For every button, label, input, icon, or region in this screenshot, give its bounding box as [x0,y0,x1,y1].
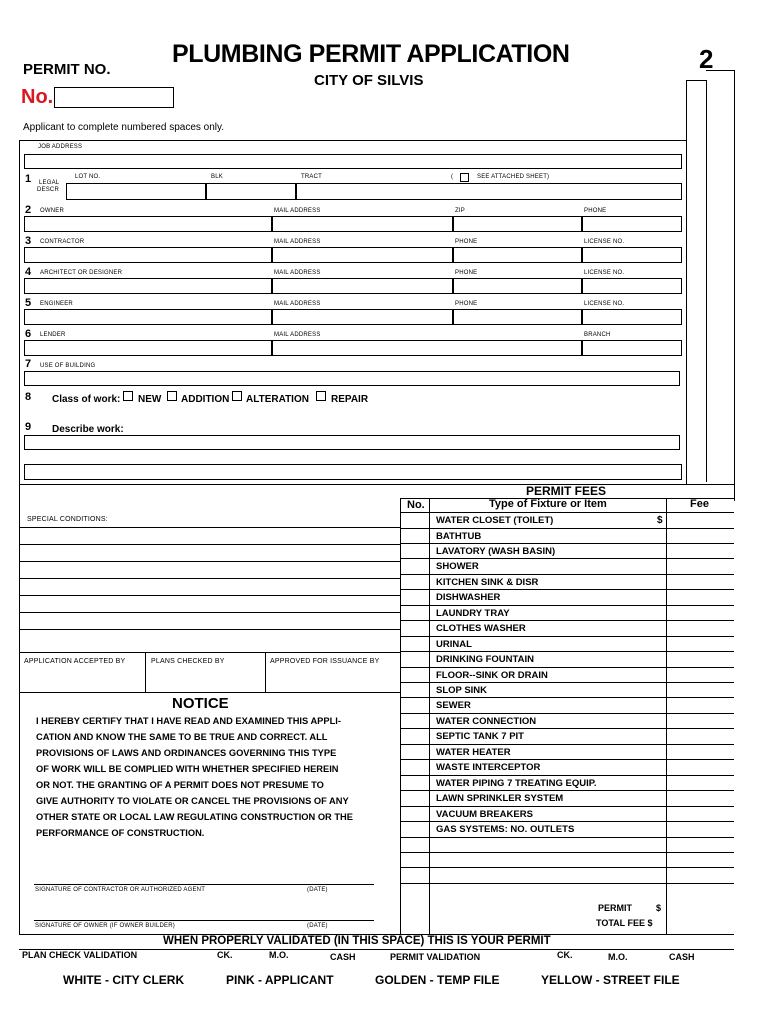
fee-row-divider [400,682,734,683]
permit-no-label: PERMIT NO. [23,61,111,78]
city-name: CITY OF SILVIS [314,72,424,89]
owner-mail-input[interactable] [272,216,453,232]
notice-line-3: PROVISIONS OF LAWS AND ORDINANCES GOVERNING THIS TYPE [36,748,337,758]
sig-contractor-label: SIGNATURE OF CONTRACTOR OR AUTHORIZED AGENT [35,887,206,893]
plan-check-mo: M.O. [269,950,289,960]
new-checkbox[interactable] [123,391,133,401]
copy-yellow: YELLOW - STREET FILE [541,973,680,987]
notice-title: NOTICE [172,695,229,712]
see-attached-checkbox[interactable] [460,173,469,182]
fee-item-label: CLOTHES WASHER [436,623,526,635]
engineer-phone-label: PHONE [455,301,478,307]
notice-line-1: I HEREBY CERTIFY THAT I HAVE READ AND EXAMINED THIS APPLI- [36,716,341,726]
fee-row-divider [400,605,734,606]
fee-row-divider [400,697,734,698]
fee-item-label: WATER PIPING 7 TREATING EQUIP. [436,777,597,789]
special-conditions-label: SPECIAL CONDITIONS: [27,516,108,523]
fee-item-label: SEWER [436,700,471,712]
permit-number-field[interactable] [54,87,174,108]
fees-col-type: Type of Fixture or Item [489,498,607,510]
contractor-signature-line [34,884,374,885]
fee-item-label: SLOP SINK [436,685,488,696]
paren-label: ( [451,174,454,180]
sig-owner-date-label: (DATE) [307,923,328,929]
fee-row-divider [400,837,734,838]
fee-row-divider [400,667,734,668]
field-number-8: 8 [25,391,32,403]
addition-checkbox[interactable] [167,391,177,401]
fee-row-divider [400,806,734,807]
plan-check-ck: CK. [217,950,233,960]
contractor-license-label: LICENSE NO. [584,239,625,245]
notice-line-6: GIVE AUTHORITY TO VIOLATE OR CANCEL THE PROVISIONS OF ANY [36,796,349,806]
copy-white: WHITE - CITY CLERK [63,973,185,987]
no-label: No. [21,86,54,108]
plan-check-validation: PLAN CHECK VALIDATION [22,950,138,960]
fee-row-divider [400,790,734,791]
permit-fee-label: PERMIT [598,903,633,913]
fee-row-divider [400,651,734,652]
new-label: NEW [138,394,162,405]
fee-item-label: WATER CONNECTION [436,715,537,727]
lot-no-label: LOT NO. [75,174,101,180]
fee-item-label: LAWN SPRINKLER SYSTEM [436,793,564,805]
fee-item-label: GAS SYSTEMS: NO. OUTLETS [436,824,575,835]
fee-row-divider [400,636,734,637]
fee-row-divider [400,728,734,729]
field-number-5: 5 [25,297,32,309]
owner-signature-line [34,920,374,921]
fee-row-divider [400,558,734,559]
job-address-input[interactable] [24,154,682,169]
copy-golden: GOLDEN - TEMP FILE [375,973,500,987]
notice-line-8: PERFORMANCE OF CONSTRUCTION. [36,828,205,838]
engineer-license-label: LICENSE NO. [584,301,625,307]
lender-mail-label: MAIL ADDRESS [274,332,321,338]
architect-phone-label: PHONE [455,270,478,276]
field-number-9: 9 [25,421,32,433]
accepted-by-label: APPLICATION ACCEPTED BY [24,658,126,665]
architect-license-label: LICENSE NO. [584,270,625,276]
notice-line-5: OR NOT. THE GRANTING OF A PERMIT DOES NOT PRESUME TO [36,780,324,790]
permit-ck: CK. [557,950,573,960]
plan-check-cash: CASH [330,952,356,962]
fee-row-divider [400,528,734,529]
fee-row-divider [400,574,734,575]
architect-mail-label: MAIL ADDRESS [274,270,321,276]
describe-work-label: Describe work: [52,424,124,435]
see-attached-label: SEE ATTACHED SHEET) [477,174,550,180]
fee-row-divider [400,852,734,853]
engineer-mail-label: MAIL ADDRESS [274,301,321,307]
fee-item-label: BATHTUB [436,530,482,542]
descr-label: DESCR [37,187,60,193]
field-number-4: 4 [25,266,32,278]
use-of-building-label: USE OF BUILDING [40,363,96,369]
repair-checkbox[interactable] [316,391,326,401]
copy-pink: PINK - APPLICANT [226,973,334,987]
fee-dollar-sign: $ [657,515,663,526]
fee-row-divider [400,543,734,544]
page-title: PLUMBING PERMIT APPLICATION [172,40,570,68]
job-address-label: JOB ADDRESS [38,144,83,150]
fee-item-label: DISHWASHER [436,592,501,604]
contractor-label: CONTRACTOR [40,239,85,245]
contractor-mail-label: MAIL ADDRESS [274,239,321,245]
lender-branch-input[interactable] [582,340,682,356]
owner-input[interactable] [24,216,272,232]
class-of-work-label: Class of work: [52,394,121,405]
lot-no-input[interactable] [66,183,206,200]
architect-input[interactable] [24,278,272,294]
contractor-input[interactable] [24,247,272,263]
contractor-phone-input[interactable] [453,247,582,263]
describe-work-input-1[interactable] [24,435,680,450]
engineer-mail-input[interactable] [272,309,453,325]
field-number-1: 1 [25,173,32,185]
instructions: Applicant to complete numbered spaces only. [23,122,225,133]
field-number-3: 3 [25,235,32,247]
fee-row-divider [400,883,734,884]
engineer-label: ENGINEER [40,301,73,307]
owner-zip-label: ZIP [455,208,465,214]
permit-fee-dollar: $ [656,903,662,913]
owner-zip-input[interactable] [453,216,582,232]
describe-work-input-2[interactable] [24,464,682,480]
fee-item-label: SEPTIC TANK 7 PIT [436,731,524,743]
plans-checked-label: PLANS CHECKED BY [151,658,225,665]
fee-item-label: VACUUM BREAKERS [436,808,533,820]
notice-line-7: OTHER STATE OR LOCAL LAW REGULATING CONSTRUCTION OR THE [36,812,353,822]
total-fee-label: TOTAL FEE $ [596,918,653,928]
fee-item-label: URINAL [436,638,472,650]
contractor-mail-input[interactable] [272,247,453,263]
field-number-7: 7 [25,358,32,370]
lender-mail-input[interactable] [272,340,582,356]
tract-label: TRACT [301,174,322,180]
approved-by-label: APPROVED FOR ISSUANCE BY [270,658,380,665]
addition-label: ADDITION [181,394,230,405]
engineer-license-input[interactable] [582,309,682,325]
engineer-phone-input[interactable] [453,309,582,325]
notice-line-2: CATION AND KNOW THE SAME TO BE TRUE AND CORRECT. ALL [36,732,328,742]
fee-item-label: WATER HEATER [436,746,511,758]
fee-row-divider [400,867,734,868]
fee-row-divider [400,620,734,621]
lender-label: LENDER [40,332,66,338]
owner-phone-label: PHONE [584,208,607,214]
fee-row-divider [400,713,734,714]
permit-fees-title: PERMIT FEES [526,484,607,498]
use-of-building-input[interactable] [24,371,680,386]
architect-label: ARCHITECT OR DESIGNER [40,270,123,276]
repair-label: REPAIR [331,394,369,405]
copy-number: 2 [699,44,714,74]
contractor-phone-label: PHONE [455,239,478,245]
owner-label: OWNER [40,208,64,214]
fee-item-label: SHOWER [436,561,479,573]
permit-cash: CASH [669,952,695,962]
blk-label: BLK [211,174,223,180]
fees-col-no: No. [407,499,425,511]
fee-row-divider [400,821,734,822]
architect-phone-input[interactable] [453,278,582,294]
validation-banner: WHEN PROPERLY VALIDATED (IN THIS SPACE) THIS IS YOUR PERMIT [163,935,551,947]
fee-item-label: LAVATORY (WASH BASIN) [436,545,556,557]
fee-item-label: WASTE INTERCEPTOR [436,762,541,774]
field-number-2: 2 [25,204,32,216]
blk-input[interactable] [206,183,296,200]
fee-row-divider [400,775,734,776]
architect-license-input[interactable] [582,278,682,294]
lender-branch-label: BRANCH [584,332,611,338]
permit-mo: M.O. [608,952,628,962]
fee-item-label: WATER CLOSET (TOILET) [436,515,554,526]
notice-text [36,713,353,841]
fee-row-divider [400,744,734,745]
lender-input[interactable] [24,340,272,356]
fees-col-fee: Fee [690,498,709,510]
sig-owner-label: SIGNATURE OF OWNER (IF OWNER BUILDER) [35,923,175,929]
contractor-license-input[interactable] [582,247,682,263]
fee-row-divider [400,759,734,760]
alteration-label: ALTERATION [246,394,309,405]
alteration-checkbox[interactable] [232,391,242,401]
owner-mail-label: MAIL ADDRESS [274,208,321,214]
legal-label: LEGAL [39,180,60,186]
sig-contractor-date-label: (DATE) [307,887,328,893]
fee-row-divider [400,589,734,590]
architect-mail-input[interactable] [272,278,453,294]
permit-validation: PERMIT VALIDATION [390,952,481,962]
fee-item-label: FLOOR--SINK OR DRAIN [436,669,548,681]
notice-line-4: OF WORK WILL BE COMPLIED WITH WHETHER SPECIFIED HEREIN [36,764,339,774]
fee-item-label: LAUNDRY TRAY [436,607,510,619]
engineer-input[interactable] [24,309,272,325]
tract-input[interactable] [296,183,682,200]
fee-item-label: DRINKING FOUNTAIN [436,654,534,665]
owner-phone-input[interactable] [582,216,682,232]
fee-item-label: KITCHEN SINK & DISR [436,576,539,588]
field-number-6: 6 [25,328,32,340]
